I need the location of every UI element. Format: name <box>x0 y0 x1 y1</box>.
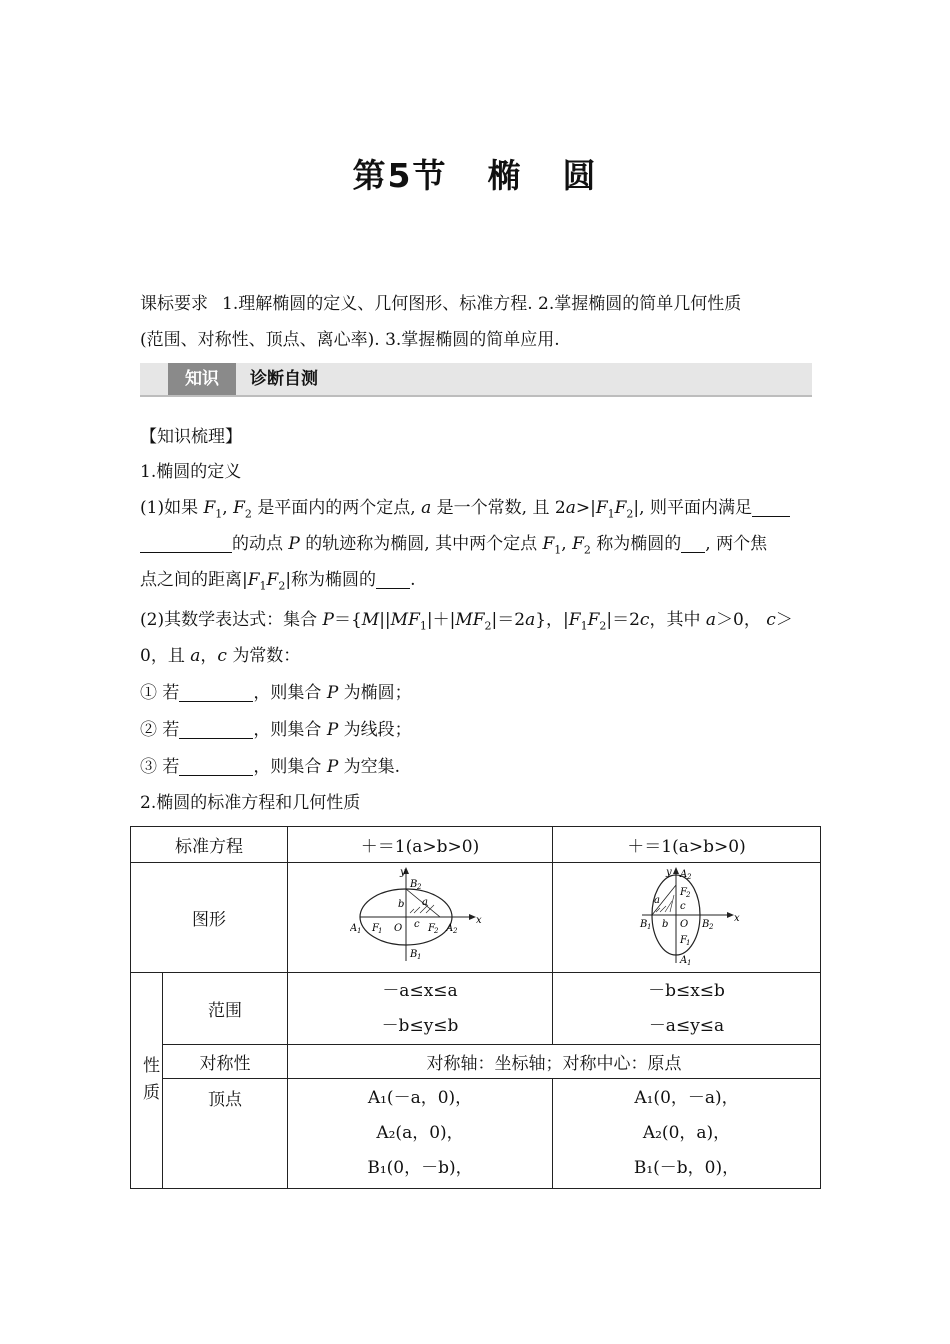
svg-text:2: 2 <box>686 873 691 881</box>
svg-text:2: 2 <box>434 927 439 935</box>
svg-text:c: c <box>679 901 686 912</box>
condition-1: ① 若 ，则集合 P 为椭圆； <box>140 676 812 710</box>
svg-text:1: 1 <box>686 959 691 965</box>
title-word-2: 圆 <box>562 156 598 195</box>
svg-text:c: c <box>414 919 420 930</box>
ellipse-properties-table <box>130 826 821 1189</box>
blank-condition-2[interactable] <box>140 530 232 553</box>
svg-text:F: F <box>679 887 687 898</box>
condition-3: ③ 若 ，则集合 P 为空集. <box>140 750 812 784</box>
figure-horizontal-ellipse <box>288 863 553 973</box>
svg-text:O: O <box>394 923 403 934</box>
svg-text:b: b <box>661 919 668 930</box>
svg-text:b: b <box>398 899 405 910</box>
row-label-symmetry: 对称性 <box>163 1045 288 1079</box>
svg-text:F: F <box>679 935 687 946</box>
svg-text:2: 2 <box>708 923 713 931</box>
table-row <box>131 1079 821 1189</box>
svg-text:x: x <box>476 915 482 926</box>
knowledge-heading: 【知识梳理】 <box>140 427 242 447</box>
svg-text:B: B <box>410 879 418 890</box>
figure-vertical-ellipse <box>553 863 821 973</box>
svg-text:y: y <box>400 867 406 878</box>
range-horizontal: －a≤x≤a －b≤y≤b <box>288 973 553 1045</box>
svg-text:F: F <box>428 923 435 934</box>
blank-case-2[interactable] <box>179 716 253 739</box>
requirements-line-1: 1.理解椭圆的定义、几何图形、标准方程. 2.掌握椭圆的简单几何性质 <box>222 294 742 314</box>
title-section-number: 第5节 <box>352 156 448 195</box>
row-group-properties: 性质 <box>131 973 163 1189</box>
blank-focal-distance[interactable] <box>376 566 410 589</box>
table-row <box>131 1045 821 1079</box>
svg-text:A: A <box>679 955 687 965</box>
header-standard-equation: 标准方程 <box>131 827 288 863</box>
section-label: 诊断自测 <box>250 369 318 389</box>
requirements-label: 课标要求 <box>140 294 208 314</box>
definition-line-2: 的动点 P 的轨迹称为椭圆, 其中两个定点 $F_1$, $F_2$ 称为椭圆的 , 两个焦 <box>140 527 812 567</box>
row-label-range: 范围 <box>163 973 288 1045</box>
blank-foci[interactable] <box>681 530 705 553</box>
blank-case-1[interactable] <box>179 679 253 702</box>
svg-text:1: 1 <box>357 927 362 935</box>
svg-text:B: B <box>701 919 709 930</box>
svg-text:1: 1 <box>685 939 690 947</box>
table-row <box>131 973 821 1045</box>
svg-text:a: a <box>422 897 428 908</box>
page-title <box>0 150 950 197</box>
blank-case-3[interactable] <box>179 753 253 776</box>
section-tag: 知识 <box>168 363 236 395</box>
vertical-ellipse-diagram <box>632 865 742 965</box>
row-label-vertex: 顶点 <box>163 1079 288 1189</box>
table-row <box>131 863 821 973</box>
horizontal-ellipse-diagram <box>350 865 490 965</box>
svg-text:y: y <box>665 867 672 878</box>
svg-text:2: 2 <box>417 883 422 891</box>
definition-line-3: 点之间的距离$|F_1F_2|$称为椭圆的 . <box>140 563 812 603</box>
curriculum-requirements <box>140 286 812 358</box>
title-word-1: 椭 <box>487 156 523 195</box>
svg-text:a: a <box>653 895 660 906</box>
svg-text:1: 1 <box>378 927 383 935</box>
definition-heading: 1.椭圆的定义 <box>140 462 242 482</box>
svg-text:A: A <box>350 923 358 934</box>
row-label-figure: 图形 <box>131 863 288 973</box>
blank-condition-1[interactable] <box>752 494 790 517</box>
equation-horizontal: ＋＝1(a>b>0) <box>288 827 553 863</box>
svg-text:1: 1 <box>417 953 422 961</box>
svg-text:O: O <box>679 919 688 930</box>
properties-heading: 2.椭圆的标准方程和几何性质 <box>140 793 361 813</box>
svg-text:2: 2 <box>453 927 458 935</box>
definition-line-1: (1)如果 $F_1$, $F_2$ 是平面内的两个定点, a 是一个常数, 且 $2a>|F_1F_2|$, 则平面内满足 <box>140 491 812 531</box>
expression-line-2: 0，且 a，c 为常数： <box>140 646 301 666</box>
section-bar <box>140 363 812 397</box>
table-row <box>131 827 821 863</box>
expression-line-1: (2)其数学表达式：集合 $P=\{M||MF_1|+|MF_2|=2a\}$，$|F_1F_2|=2c$，其中 a＞0， c＞ <box>140 610 793 633</box>
svg-text:B: B <box>410 949 418 960</box>
svg-text:2: 2 <box>685 891 690 899</box>
range-vertical: －b≤x≤b －a≤y≤a <box>553 973 821 1045</box>
equation-vertical: ＋＝1(a>b>0) <box>553 827 821 863</box>
svg-text:1: 1 <box>646 923 651 931</box>
condition-2: ② 若 ，则集合 P 为线段； <box>140 713 812 747</box>
svg-text:A: A <box>679 869 687 880</box>
symmetry-value: 对称轴：坐标轴；对称中心：原点 <box>288 1045 821 1079</box>
svg-text:A: A <box>446 923 454 934</box>
svg-text:F: F <box>372 923 379 934</box>
svg-text:x: x <box>733 913 740 924</box>
vertices-horizontal: A₁(－a，0)， A₂(a，0)， B₁(0，－b)， <box>288 1079 553 1189</box>
vertices-vertical: A₁(0，－a)， A₂(0，a)， B₁(－b，0)， <box>553 1079 821 1189</box>
requirements-line-2: (范围、对称性、顶点、离心率). 3.掌握椭圆的简单应用. <box>140 330 560 350</box>
svg-text:B: B <box>639 919 647 930</box>
